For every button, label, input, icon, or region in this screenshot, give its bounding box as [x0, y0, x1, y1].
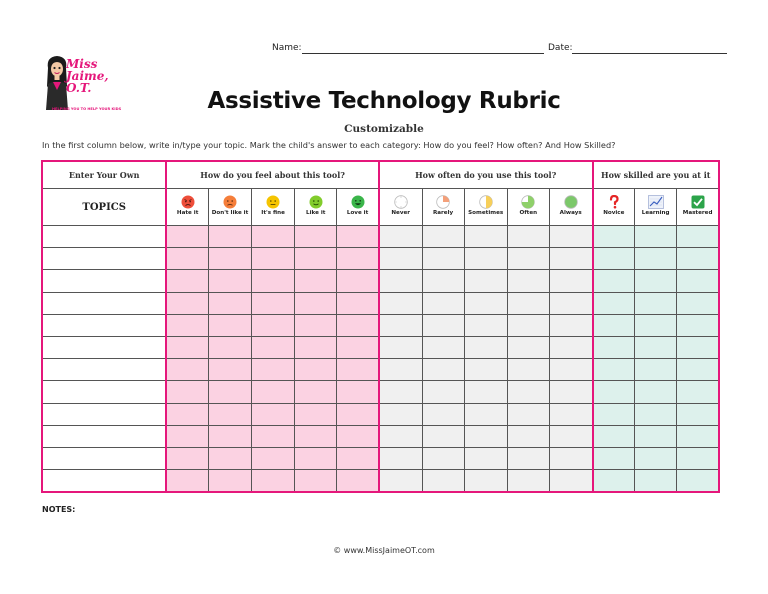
often-cell[interactable] [379, 470, 422, 493]
often-cell[interactable] [464, 226, 507, 248]
often-cell[interactable] [422, 248, 464, 270]
often-cell[interactable] [549, 336, 592, 358]
often-cell[interactable] [422, 470, 464, 493]
often-cell[interactable] [379, 270, 422, 292]
skill-cell[interactable] [593, 226, 635, 248]
often-cell[interactable] [464, 403, 507, 425]
table-row [42, 403, 719, 425]
feel-cell[interactable] [208, 248, 251, 270]
feel-cell[interactable] [166, 314, 208, 336]
skill-group-header: How skilled are you at it [593, 161, 720, 189]
topic-cell[interactable] [42, 447, 166, 469]
often-cell[interactable] [379, 314, 422, 336]
feel-cell[interactable] [166, 359, 208, 381]
feel-cell[interactable] [166, 403, 208, 425]
feel-cell[interactable] [208, 314, 251, 336]
feel-option [208, 189, 251, 226]
feel-option [166, 189, 208, 226]
angry-face-icon [181, 195, 195, 209]
often-option-label: Sometimes [468, 210, 504, 216]
skill-cell[interactable] [677, 359, 719, 381]
feel-cell[interactable] [337, 248, 379, 270]
skill-cell[interactable] [635, 425, 677, 447]
feel-cell[interactable] [295, 403, 337, 425]
logo-text-3: O.T. [66, 81, 92, 95]
feel-cell[interactable] [166, 226, 208, 248]
feel-cell[interactable] [252, 470, 295, 493]
often-cell[interactable] [422, 425, 464, 447]
feel-cell[interactable] [208, 470, 251, 493]
feel-cell[interactable] [166, 336, 208, 358]
often-cell[interactable] [379, 447, 422, 469]
often-cell[interactable] [379, 403, 422, 425]
skill-cell[interactable] [635, 470, 677, 493]
question-mark-icon [607, 195, 621, 209]
topic-cell[interactable] [42, 314, 166, 336]
often-cell[interactable] [507, 336, 549, 358]
clock-half-icon [479, 195, 493, 209]
often-cell[interactable] [549, 447, 592, 469]
feel-cell[interactable] [208, 359, 251, 381]
often-cell[interactable] [549, 314, 592, 336]
often-option-label: Always [559, 210, 582, 216]
feel-cell[interactable] [166, 292, 208, 314]
feel-cell[interactable] [252, 359, 295, 381]
feel-cell[interactable] [337, 359, 379, 381]
feel-cell[interactable] [166, 470, 208, 493]
skill-cell[interactable] [593, 314, 635, 336]
name-field[interactable] [302, 53, 544, 54]
often-group-header: How often do you use this tool? [379, 161, 593, 189]
topic-cell[interactable] [42, 403, 166, 425]
table-row [42, 359, 719, 381]
often-cell[interactable] [507, 447, 549, 469]
feel-cell[interactable] [295, 314, 337, 336]
feel-cell[interactable] [252, 336, 295, 358]
topics-label: TOPICS [42, 189, 166, 226]
table-row [42, 314, 719, 336]
often-cell[interactable] [379, 425, 422, 447]
skill-cell[interactable] [635, 226, 677, 248]
feel-cell[interactable] [337, 403, 379, 425]
topic-cell[interactable] [42, 226, 166, 248]
skill-cell[interactable] [593, 270, 635, 292]
feel-group-header: How do you feel about this tool? [166, 161, 379, 189]
feel-cell[interactable] [337, 314, 379, 336]
table-row [42, 270, 719, 292]
feel-cell[interactable] [337, 270, 379, 292]
often-option [422, 189, 464, 226]
skill-option [677, 189, 719, 226]
often-cell[interactable] [549, 270, 592, 292]
often-option [507, 189, 549, 226]
frown-face-icon [223, 195, 237, 209]
logo-text-2: Jaime, [66, 69, 109, 83]
feel-cell[interactable] [295, 248, 337, 270]
name-label: Name: [272, 43, 302, 53]
logo-tagline: HELPING YOU TO HELP YOUR KIDS [52, 107, 122, 111]
feel-cell[interactable] [252, 381, 295, 403]
often-cell[interactable] [464, 314, 507, 336]
feel-cell[interactable] [252, 447, 295, 469]
skill-cell[interactable] [677, 381, 719, 403]
feel-cell[interactable] [295, 470, 337, 493]
often-cell[interactable] [464, 359, 507, 381]
feel-option [337, 189, 379, 226]
often-cell[interactable] [422, 359, 464, 381]
often-cell[interactable] [464, 425, 507, 447]
feel-cell[interactable] [252, 314, 295, 336]
feel-cell[interactable] [166, 447, 208, 469]
often-cell[interactable] [422, 270, 464, 292]
often-cell[interactable] [379, 248, 422, 270]
skill-cell[interactable] [677, 292, 719, 314]
often-cell[interactable] [464, 447, 507, 469]
feel-cell[interactable] [252, 425, 295, 447]
feel-cell[interactable] [337, 292, 379, 314]
table-row [42, 470, 719, 493]
topic-cell[interactable] [42, 425, 166, 447]
skill-cell[interactable] [635, 292, 677, 314]
skill-option-label: Mastered [682, 210, 713, 216]
often-cell[interactable] [422, 226, 464, 248]
skill-option [635, 189, 677, 226]
feel-cell[interactable] [295, 359, 337, 381]
often-cell[interactable] [507, 425, 549, 447]
often-cell[interactable] [507, 381, 549, 403]
often-cell[interactable] [464, 381, 507, 403]
rubric-table [41, 160, 720, 493]
table-row [42, 226, 719, 248]
skill-cell[interactable] [677, 403, 719, 425]
often-cell[interactable] [507, 292, 549, 314]
feel-cell[interactable] [337, 226, 379, 248]
feel-cell[interactable] [166, 248, 208, 270]
feel-cell[interactable] [252, 270, 295, 292]
often-cell[interactable] [464, 336, 507, 358]
skill-cell[interactable] [635, 381, 677, 403]
clock-three-quarter-icon [521, 195, 535, 209]
topic-cell[interactable] [42, 359, 166, 381]
feel-cell[interactable] [208, 336, 251, 358]
skill-option-label: Novice [603, 210, 625, 216]
skill-cell[interactable] [593, 248, 635, 270]
often-cell[interactable] [507, 359, 549, 381]
skill-cell[interactable] [635, 248, 677, 270]
skill-cell[interactable] [635, 270, 677, 292]
often-cell[interactable] [422, 292, 464, 314]
topic-cell[interactable] [42, 470, 166, 493]
often-cell[interactable] [549, 248, 592, 270]
date-label: Date: [548, 43, 573, 53]
skill-cell[interactable] [677, 314, 719, 336]
often-cell[interactable] [379, 292, 422, 314]
skill-cell[interactable] [677, 226, 719, 248]
often-cell[interactable] [379, 381, 422, 403]
skill-cell[interactable] [677, 336, 719, 358]
feel-cell[interactable] [295, 447, 337, 469]
feel-option-label: Love it [346, 210, 369, 216]
often-option [464, 189, 507, 226]
skill-cell[interactable] [593, 381, 635, 403]
skill-cell[interactable] [593, 403, 635, 425]
feel-cell[interactable] [337, 447, 379, 469]
feel-option-label: Hate it [176, 210, 199, 216]
skill-cell[interactable] [677, 447, 719, 469]
often-cell[interactable] [507, 314, 549, 336]
grin-face-icon [351, 195, 365, 209]
feel-cell[interactable] [295, 336, 337, 358]
often-option-label: Often [519, 210, 538, 216]
often-cell[interactable] [549, 359, 592, 381]
feel-cell[interactable] [166, 425, 208, 447]
clock-empty-icon [394, 195, 408, 209]
often-cell[interactable] [464, 292, 507, 314]
often-cell[interactable] [379, 336, 422, 358]
chart-icon [648, 195, 664, 209]
often-cell[interactable] [549, 403, 592, 425]
notes-label: NOTES: [42, 505, 76, 514]
often-cell[interactable] [422, 447, 464, 469]
often-option-label: Rarely [432, 210, 454, 216]
skill-cell[interactable] [635, 336, 677, 358]
skill-cell[interactable] [593, 359, 635, 381]
feel-cell[interactable] [337, 425, 379, 447]
often-cell[interactable] [422, 314, 464, 336]
enter-your-own-header: Enter Your Own [42, 161, 166, 189]
often-cell[interactable] [507, 226, 549, 248]
often-cell[interactable] [549, 292, 592, 314]
skill-cell[interactable] [635, 447, 677, 469]
feel-cell[interactable] [208, 447, 251, 469]
feel-cell[interactable] [208, 270, 251, 292]
often-cell[interactable] [422, 336, 464, 358]
feel-cell[interactable] [252, 248, 295, 270]
clock-quarter-icon [436, 195, 450, 209]
often-cell[interactable] [507, 470, 549, 493]
footer-copyright: © www.MissJaimeOT.com [333, 546, 435, 555]
name-date-line [0, 43, 768, 57]
feel-cell[interactable] [337, 381, 379, 403]
feel-option [295, 189, 337, 226]
skill-option-label: Learning [641, 210, 670, 216]
topic-cell[interactable] [42, 336, 166, 358]
feel-option [252, 189, 295, 226]
checkmark-icon [691, 195, 705, 209]
page-subtitle: Customizable [344, 123, 424, 135]
topic-cell[interactable] [42, 381, 166, 403]
feel-option-label: Like it [306, 210, 326, 216]
feel-option-label: Don't like it [211, 210, 249, 216]
page-title: Assistive Technology Rubric [207, 88, 561, 114]
often-cell[interactable] [549, 226, 592, 248]
skill-cell[interactable] [635, 314, 677, 336]
feel-cell[interactable] [208, 292, 251, 314]
skill-cell[interactable] [677, 470, 719, 493]
skill-cell[interactable] [677, 248, 719, 270]
skill-cell[interactable] [677, 425, 719, 447]
often-cell[interactable] [422, 403, 464, 425]
feel-cell[interactable] [208, 381, 251, 403]
neutral-face-icon [266, 195, 280, 209]
feel-cell[interactable] [295, 292, 337, 314]
feel-cell[interactable] [295, 270, 337, 292]
feel-cell[interactable] [252, 226, 295, 248]
skill-cell[interactable] [593, 447, 635, 469]
often-cell[interactable] [464, 248, 507, 270]
often-cell[interactable] [549, 470, 592, 493]
skill-cell[interactable] [677, 270, 719, 292]
often-option [379, 189, 422, 226]
table-row [42, 292, 719, 314]
feel-cell[interactable] [295, 381, 337, 403]
table-row [42, 336, 719, 358]
table-row [42, 447, 719, 469]
feel-cell[interactable] [208, 425, 251, 447]
logo-text-1: Miss [66, 57, 98, 71]
table-row [42, 425, 719, 447]
skill-cell[interactable] [593, 292, 635, 314]
table-row [42, 381, 719, 403]
feel-cell[interactable] [252, 403, 295, 425]
skill-cell[interactable] [593, 470, 635, 493]
often-cell[interactable] [549, 425, 592, 447]
often-option-label: Never [391, 210, 411, 216]
skill-cell[interactable] [635, 359, 677, 381]
feel-cell[interactable] [295, 425, 337, 447]
feel-cell[interactable] [337, 336, 379, 358]
skill-cell[interactable] [635, 403, 677, 425]
feel-cell[interactable] [208, 226, 251, 248]
often-cell[interactable] [507, 403, 549, 425]
topic-cell[interactable] [42, 248, 166, 270]
topic-cell[interactable] [42, 270, 166, 292]
skill-cell[interactable] [593, 425, 635, 447]
topic-cell[interactable] [42, 292, 166, 314]
often-option [549, 189, 592, 226]
often-cell[interactable] [464, 270, 507, 292]
feel-cell[interactable] [252, 292, 295, 314]
often-cell[interactable] [549, 381, 592, 403]
skill-cell[interactable] [593, 336, 635, 358]
often-cell[interactable] [507, 270, 549, 292]
often-cell[interactable] [507, 248, 549, 270]
feel-cell[interactable] [208, 403, 251, 425]
instructions-text: In the first column below, write in/type your topic. Mark the child's answer to each category: How do you feel? How often? And How Skilled? [42, 140, 616, 150]
icon-row [42, 189, 719, 226]
often-cell[interactable] [379, 359, 422, 381]
clock-full-icon [564, 195, 578, 209]
feel-cell[interactable] [295, 226, 337, 248]
group-header-row [42, 161, 719, 189]
table-row [42, 248, 719, 270]
often-cell[interactable] [464, 470, 507, 493]
date-field[interactable] [572, 53, 727, 54]
feel-cell[interactable] [166, 270, 208, 292]
smile-face-icon [309, 195, 323, 209]
feel-cell[interactable] [166, 381, 208, 403]
feel-option-label: It's fine [261, 210, 285, 216]
feel-cell[interactable] [337, 470, 379, 493]
often-cell[interactable] [422, 381, 464, 403]
skill-option [593, 189, 635, 226]
often-cell[interactable] [379, 226, 422, 248]
rubric-body [42, 226, 719, 493]
